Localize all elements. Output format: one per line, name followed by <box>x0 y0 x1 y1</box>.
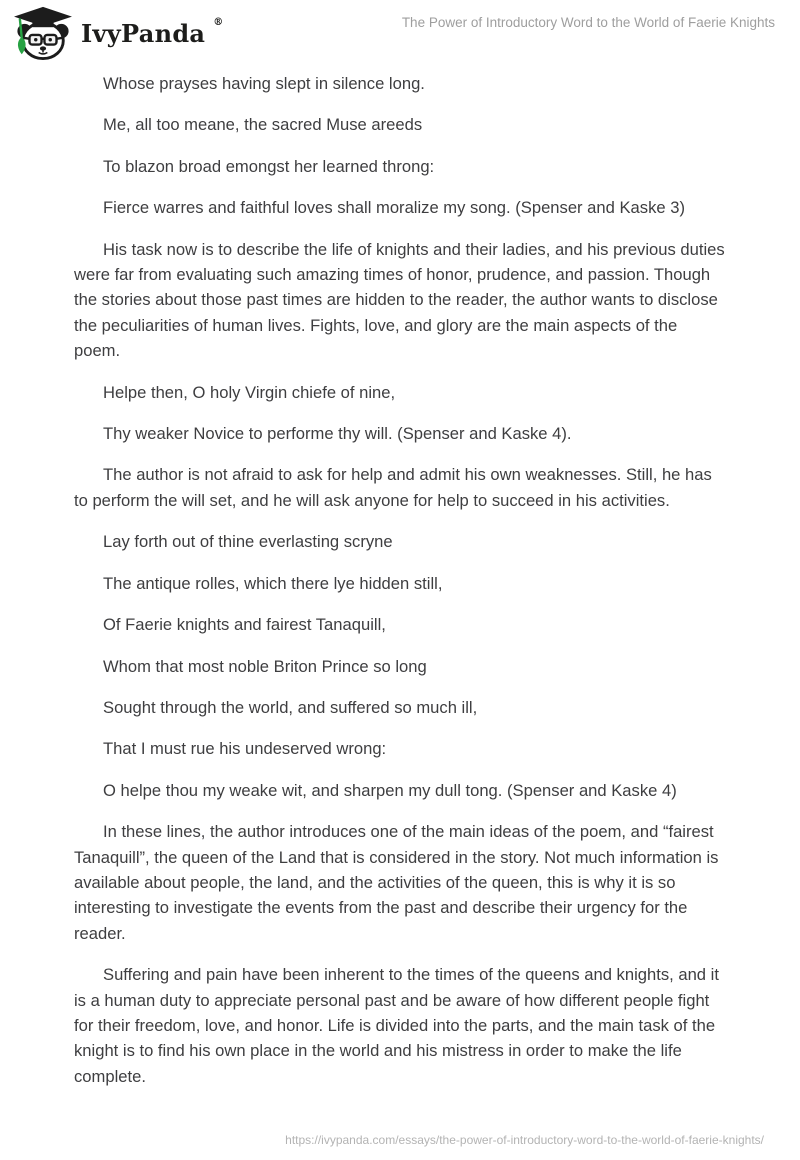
source-url-link[interactable]: https://ivypanda.com/essays/the-power-of-introductory-word-to-the-world-of-faerie-knights/ <box>285 1133 764 1147</box>
body-paragraph: The author is not afraid to ask for help and admit his own weaknesses. Still, he has to perform the will set, and he will ask anyone for help to succeed in his activities. <box>74 465 712 510</box>
poem-line: Helpe then, O holy Virgin chiefe of nine, <box>103 382 396 402</box>
body-paragraph: Suffering and pain have been inherent to the times of the queens and knights, and it is a human duty to appreciate personal past and be aware of how different people fight for their freedom, love, and honor. Life is divided into the parts, and the main task of the knight is to find his own place in the world and his mistress in order to make the life complete. <box>74 965 719 1086</box>
poem-line: Lay forth out of thine everlasting scryne <box>103 532 393 552</box>
ivypanda-brand[interactable] <box>12 5 223 61</box>
poem-line: To blazon broad emongst her learned throng: <box>103 156 435 176</box>
body-paragraph: His task now is to describe the life of knights and their ladies, and his previous duties were far from evaluating such amazing times of honor, prudence, and passion. Though the stories about those past times are hidden to the reader, the author wants to disclose the peculiarities of human lives. Fights, love, and glory are the main aspects of the poem. <box>74 239 725 361</box>
poem-line: The antique rolles, which there lye hidden still, <box>103 573 443 593</box>
poem-line: Sought through the world, and suffered so much ill, <box>103 697 478 717</box>
poem-line: That I must rue his undeserved wrong: <box>103 739 387 759</box>
poem-line: Fierce warres and faithful loves shall moralize my song. (Spenser and Kaske 3) <box>103 198 685 218</box>
panda-graduate-cap-icon <box>12 5 74 61</box>
brand-name: IvyPanda <box>81 18 206 48</box>
poem-line: Of Faerie knights and fairest Tanaquill, <box>103 615 386 635</box>
header <box>0 0 800 61</box>
poem-line: Whom that most noble Briton Prince so long <box>103 656 427 676</box>
poem-line: O helpe thou my weake wit, and sharpen my dull tong. (Spenser and Kaske 4) <box>103 780 677 800</box>
poem-line: Me, all too meane, the sacred Muse areeds <box>103 115 423 135</box>
registered-trademark: ® <box>213 17 224 28</box>
essay-body <box>0 61 800 1089</box>
poem-line: Whose prayses having slept in silence long. <box>103 74 425 93</box>
body-paragraph: In these lines, the author introduces one of the main ideas of the poem, and “fairest Tanaquill”, the queen of the Land that is considered in the story. Not much information is available about people, the land, and the activities of the queen, this is why it is so interesting to investigate the events from the past and describe their urgency for the reader. <box>74 822 719 943</box>
document-title: The Power of Introductory Word to the World of Faerie Knights <box>401 15 775 30</box>
poem-line: Thy weaker Novice to performe thy will. (Spenser and Kaske 4). <box>103 424 572 444</box>
